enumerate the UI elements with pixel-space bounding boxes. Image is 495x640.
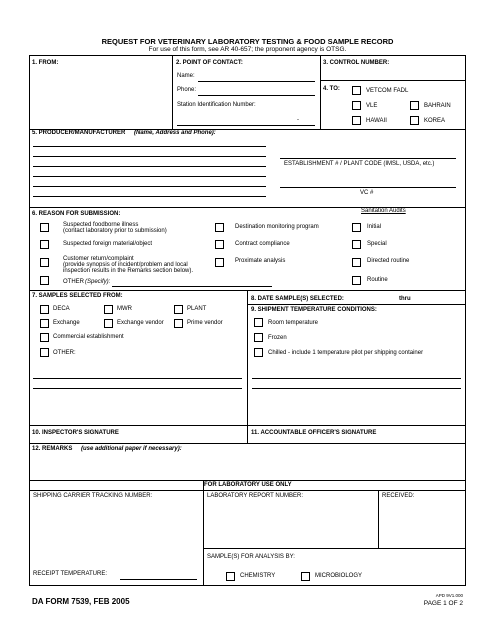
producer-line-4[interactable] [33,176,266,177]
sanitation-audits-label: Sanitation Audits [361,208,406,214]
sanitation-routine-label: Routine [367,277,388,283]
reason-label: 6. REASON FOR SUBMISSION: [32,211,121,217]
signature-divider [247,425,248,443]
reason-other-label: OTHER [63,279,84,285]
to-label: 4. TO: [323,86,340,92]
producer-label: 5. PRODUCER/MANUFACTURER [32,130,126,136]
form-title: REQUEST FOR VETERINARY LABORATORY TESTING & FOOD SAMPLE RECORD [101,37,394,46]
samples-other-checkbox[interactable] [40,348,49,357]
reason-foreign-label: Suspected foreign material/object [63,241,153,247]
to-vetcom-label: VETCOM FADL [366,88,409,94]
lab-use-title: FOR LABORATORY USE ONLY [204,482,292,488]
poc-station-field[interactable] [177,125,315,126]
reason-proximate-checkbox[interactable] [215,258,224,267]
tracking-number-label: SHIPPING CARRIER TRACKING NUMBER: [33,493,153,499]
reason-destination-checkbox[interactable] [215,223,224,232]
analysis-label: SAMPLE(S) FOR ANALYSIS BY: [207,554,295,560]
producer-line-3[interactable] [33,166,266,167]
poc-name-label: Name: [177,73,195,79]
officer-signature-label: 11. ACCOUNTABLE OFFICER'S SIGNATURE [251,430,377,436]
samples-other-line-2[interactable] [33,388,242,389]
control-number-label: 3. CONTROL NUMBER: [323,60,390,66]
reason-foodborne-checkbox[interactable] [40,223,49,232]
date-thru-label: thru [399,296,411,302]
vc-field[interactable] [280,187,456,188]
receipt-temp-label: RECEIPT TEMPERATURE: [33,571,108,577]
reason-customer-note-2: inspection results in the Remarks section below). [63,268,194,274]
reason-foodborne-label: Suspected foodborne illness [63,222,139,228]
to-korea-label: KOREA [424,118,446,124]
ship-frozen-label: Frozen [268,335,287,341]
samples-label: 7. SAMPLES SELECTED FROM: [32,293,123,299]
poc-label: 2. POINT OF CONTACT: [176,60,243,66]
producer-line-6[interactable] [33,196,266,197]
ship-frozen-checkbox[interactable] [254,333,263,342]
received-field[interactable] [379,502,465,547]
ship-chilled-checkbox[interactable] [254,348,263,357]
receipt-temp-field[interactable] [120,579,197,580]
sanitation-directed-checkbox[interactable] [352,258,361,267]
reason-other-checkbox[interactable] [40,276,49,285]
reason-destination-label: Destination monitoring program [235,224,319,230]
chemistry-checkbox[interactable] [226,572,235,581]
date-selected-label: 8. DATE SAMPLE(S) SELECTED: [251,296,344,302]
samples-mwr-checkbox[interactable] [104,305,113,314]
remarks-label: 12. REMARKS [32,446,73,452]
samples-exchange-vendor-label: Exchange vendor [117,320,164,326]
control-number-field[interactable] [325,76,463,77]
to-bahrain-label: BAHRAIN [424,103,451,109]
reason-customer-note-1: (provide synopsis of incident/problem and local [63,262,188,268]
sanitation-special-label: Special [367,241,387,247]
producer-line-5[interactable] [33,186,266,187]
reason-customer-label: Customer return/complaint [63,256,134,262]
vc-label: VC # [360,190,374,196]
to-vetcom-checkbox[interactable] [352,86,361,95]
reason-other-field[interactable] [112,286,272,287]
reason-customer-checkbox[interactable] [40,258,49,267]
to-hawaii-label: HAWAII [366,118,387,124]
ship-line-1[interactable] [252,378,461,379]
samples-commercial-label: Commercial establishment [53,334,124,340]
reason-foreign-checkbox[interactable] [40,240,49,249]
ship-room-label: Room temperature [268,320,319,326]
samples-plant-label: PLANT [187,306,207,312]
samples-exchange-checkbox[interactable] [40,319,49,328]
microbiology-checkbox[interactable] [301,572,310,581]
to-vle-checkbox[interactable] [352,101,361,110]
ship-line-2[interactable] [252,388,461,389]
poc-name-field[interactable] [198,81,315,82]
to-hawaii-checkbox[interactable] [352,116,361,125]
establishment-label: ESTABLISHMENT # / PLANT CODE (IMSL, USDA, etc.) [284,161,435,167]
to-bahrain-checkbox[interactable] [410,101,419,110]
samples-prime-vendor-label: Prime vendor [187,320,223,326]
reason-contract-label: Contract compliance [235,241,290,247]
reason-contract-checkbox[interactable] [215,240,224,249]
lab-report-field[interactable] [204,502,377,547]
page-number: PAGE 1 OF 2 [423,600,463,607]
tracking-number-field[interactable] [30,502,202,562]
poc-phone-label: Phone: [177,87,197,93]
inspector-signature-label: 10. INSPECTOR'S SIGNATURE [32,430,119,436]
reason-foodborne-note: (contact laboratory prior to submission) [63,228,167,234]
samples-exchange-vendor-checkbox[interactable] [104,319,113,328]
samples-other-line-1[interactable] [33,378,242,379]
poc-station-label: Station Identification Number: [177,102,256,108]
sanitation-initial-label: Initial [367,224,382,230]
remarks-hint: (use additional paper if necessary): [81,446,182,452]
samples-deca-label: DECA [53,306,70,312]
producer-hint: (Name, Address and Phone): [134,130,216,136]
shipment-label: 9. SHIPMENT TEMPERATURE CONDITIONS: [251,307,377,313]
reason-proximate-label: Proximate analysis [235,258,286,264]
ship-room-checkbox[interactable] [254,318,263,327]
form-subtitle: For use of this form, see AR 40-657; the proponent agency is OTSG. [148,46,347,53]
lab-report-label: LABORATORY REPORT NUMBER: [207,493,304,499]
samples-plant-checkbox[interactable] [174,305,183,314]
producer-line-2[interactable] [33,156,266,157]
apd-version: APD 9V1.000 [435,593,463,598]
from-label: 1. FROM: [32,60,59,66]
samples-commercial-checkbox[interactable] [40,333,49,342]
poc-phone-field[interactable] [198,95,315,96]
ship-chilled-label: Chilled - include 1 temperature pilot per shipping container [268,350,424,356]
poc-station-dash: - [297,117,299,123]
sanitation-initial-checkbox[interactable] [352,223,361,232]
samples-deca-checkbox[interactable] [40,305,49,314]
producer-line-1[interactable] [33,146,266,147]
establishment-field[interactable] [280,158,456,159]
received-label: RECEIVED: [382,493,415,499]
reason-other-specify: (Specify): [85,279,111,285]
samples-other-label: OTHER: [53,350,76,356]
samples-exchange-label: Exchange [53,320,80,326]
samples-prime-vendor-checkbox[interactable] [174,319,183,328]
to-vle-label: VLE [366,103,378,109]
sanitation-routine-checkbox[interactable] [352,276,361,285]
chemistry-label: CHEMISTRY [240,573,276,579]
sanitation-special-checkbox[interactable] [352,240,361,249]
to-korea-checkbox[interactable] [410,116,419,125]
sanitation-directed-label: Directed routine [367,258,410,264]
microbiology-label: MICROBIOLOGY [315,573,363,579]
form-number: DA FORM 7539, FEB 2005 [32,597,130,606]
samples-mwr-label: MWR [117,306,132,312]
remarks-field[interactable] [30,455,465,480]
